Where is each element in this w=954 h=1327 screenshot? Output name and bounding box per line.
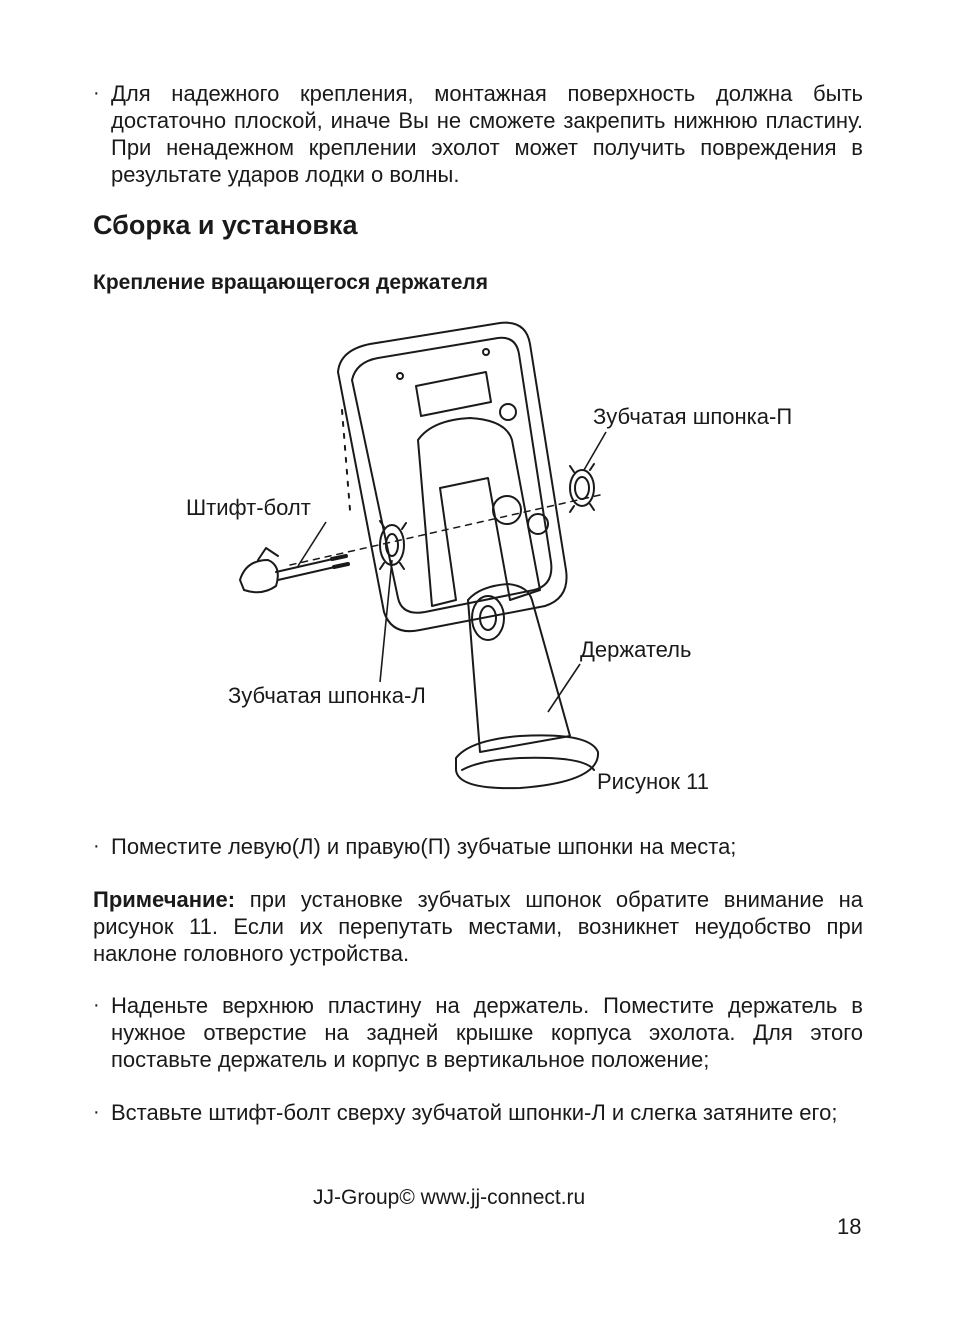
leader-left-key — [380, 560, 392, 682]
subsection-title: Крепление вращающегося держателя — [93, 271, 488, 294]
bullet-text: Поместите левую(Л) и правую(П) зубчатые шпонки на места; — [111, 834, 737, 859]
leader-right-key — [584, 432, 606, 470]
screw-hole — [500, 404, 516, 420]
bullet-marker: · — [93, 1101, 100, 1123]
footer-copyright: JJ-Group© www.jj-connect.ru — [313, 1186, 586, 1209]
label-left-toothed-key: Зубчатая шпонка-Л — [228, 683, 426, 708]
bullet-insert-pin — [93, 1099, 863, 1126]
bullet-marker: · — [93, 835, 100, 857]
bullet-install-plate — [93, 992, 863, 1073]
figure-caption: Рисунок 11 — [597, 769, 709, 794]
bullet-marker: · — [93, 994, 100, 1016]
pin-bolt-drawing — [240, 548, 348, 592]
bullet-text: Наденьте верхнюю пластину на держатель. Поместите держатель в нужное отверстие на задней крышке корпуса эхолота. Для этого поставьте держатель и корпус в вертикальное положение; — [111, 993, 863, 1072]
leader-pin-bolt — [298, 522, 326, 566]
bullet-marker: · — [93, 82, 100, 104]
bullet-text: Вставьте штифт-болт сверху зубчатой шпонки-Л и слегка затяните его; — [111, 1100, 838, 1125]
note-text: при установке зубчатых шпонок обратите внимание на рисунок 11. Если их перепутать местами, возникнет неудобство при наклоне головного устройства. — [93, 887, 863, 966]
section-title: Сборка и установка — [93, 210, 358, 240]
label-right-toothed-key: Зубчатая шпонка-П — [593, 404, 793, 429]
page-number: 18 — [837, 1214, 862, 1239]
label-holder: Держатель — [580, 637, 692, 662]
label-recess — [416, 372, 491, 416]
holder-drawing — [456, 584, 598, 788]
bullet-place-keys — [93, 833, 863, 860]
right-toothed-key-drawing — [570, 464, 594, 512]
note-paragraph — [93, 886, 863, 967]
label-pin-bolt: Штифт-болт — [186, 495, 311, 520]
note-label: Примечание: — [93, 887, 236, 912]
bullet-text: Для надежного крепления, монтажная поверхность должна быть достаточно плоской, иначе Вы не сможете закрепить нижнюю пластину. При ненадежном креплении эхолот может получить повреждения в результате ударов лодки о волны. — [111, 81, 863, 187]
